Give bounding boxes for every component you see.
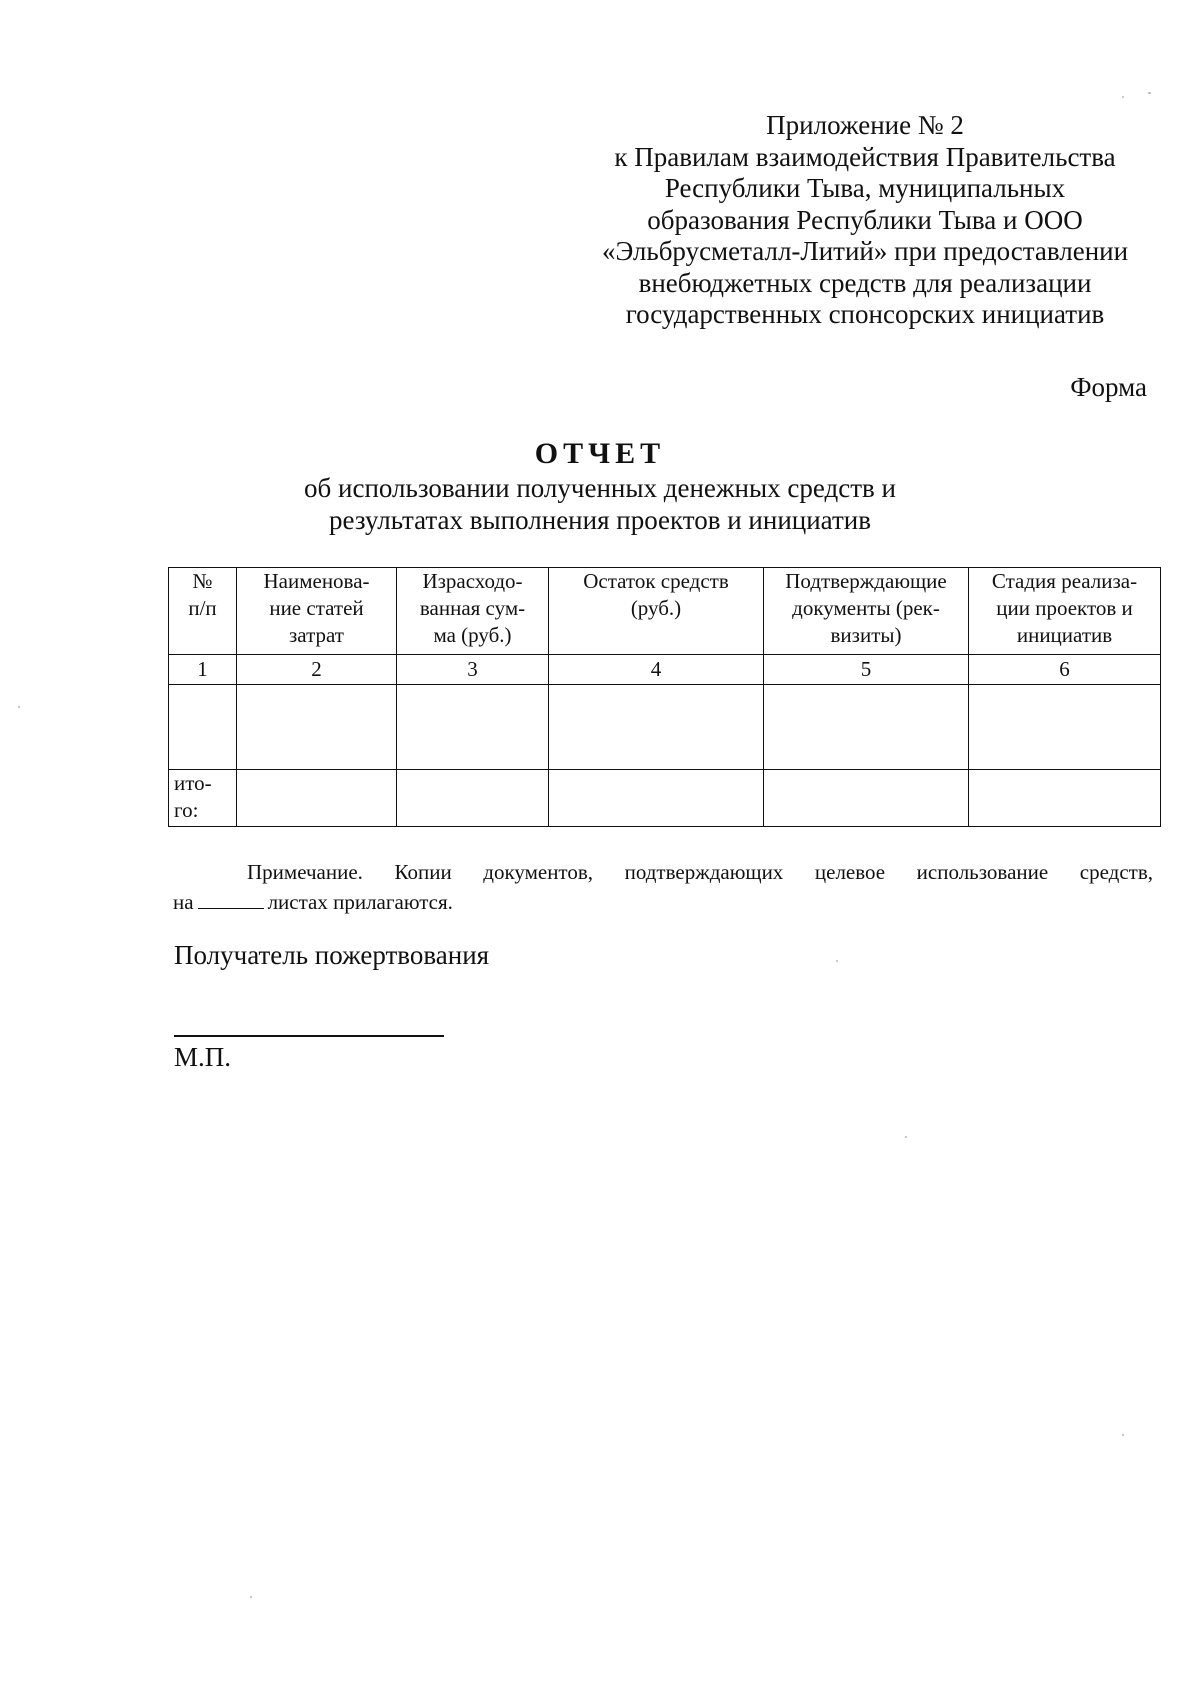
note-line: на листах прилагаются. [173,890,453,914]
subtitle-line: об использовании полученных денежных средств и [304,473,896,503]
subtitle-line: результатах выполнения проектов и инициатив [329,505,871,535]
table-cell [969,770,1161,827]
column-number: 6 [969,655,1161,685]
note-line: Примечание. Копии документов, подтверждающих целевое использование средств, [247,860,1153,884]
table-cell [549,770,764,827]
table-cell [764,685,969,770]
header-cell-balance: Остаток средств (руб.) [549,568,764,655]
column-number-row [169,655,1161,685]
table-cell [169,685,237,770]
appendix-line: государственных спонсорских инициатив [625,299,1105,329]
blank-line [198,890,264,909]
header-cell-supporting-documents: Подтверждающие документы (рек- визиты) [764,568,969,655]
appendix-line: «Эльбрусметалл-Литий» при предоставлении [601,236,1129,266]
appendix-header [585,110,1145,331]
table-cell [237,770,397,827]
column-number: 4 [549,655,764,685]
total-row [169,770,1161,827]
recipient-label: Получатель пожертвования [174,940,490,970]
report-subtitle [0,472,1200,536]
header-cell-cost-items: Наименова- ние статей затрат [237,568,397,655]
table-row [169,685,1161,770]
table-cell [397,770,549,827]
scan-speck [18,706,20,708]
appendix-line: внебюджетных средств для реализации [638,267,1092,298]
signature-line [174,1035,444,1037]
table-cell [549,685,764,770]
table-cell [969,685,1161,770]
column-number: 1 [169,655,237,685]
table-cell [397,685,549,770]
scan-speck [1122,1434,1124,1436]
stamp-label: М.П. [174,1042,232,1072]
column-number: 5 [764,655,969,685]
report-title: ОТЧЕТ [534,437,666,470]
note [173,857,1153,917]
scan-speck [1122,96,1124,98]
form-label: Форма [1070,372,1147,402]
scan-speck [250,1596,252,1598]
table-cell [764,770,969,827]
header-cell-spent-amount: Израсходо- ванная сум- ма (руб.) [397,568,549,655]
scan-speck [1148,92,1151,94]
appendix-line: Республики Тыва, муниципальных [664,173,1066,203]
scan-speck [905,1136,907,1138]
header-cell-implementation-stage: Стадия реализа- ции проектов и инициатив [969,568,1161,655]
appendix-line: к Правилам взаимодействия Правительства [614,141,1116,172]
appendix-line: Приложение № 2 [766,110,964,140]
column-number: 2 [237,655,397,685]
report-table [168,567,1161,827]
column-number: 3 [397,655,549,685]
appendix-line: образования Республики Тыва и ООО [647,204,1083,235]
header-cell-number: № п/п [169,568,237,655]
scan-speck [836,960,838,962]
table-header-row [169,568,1161,655]
total-label: ито- го: [169,770,237,827]
table-cell [237,685,397,770]
